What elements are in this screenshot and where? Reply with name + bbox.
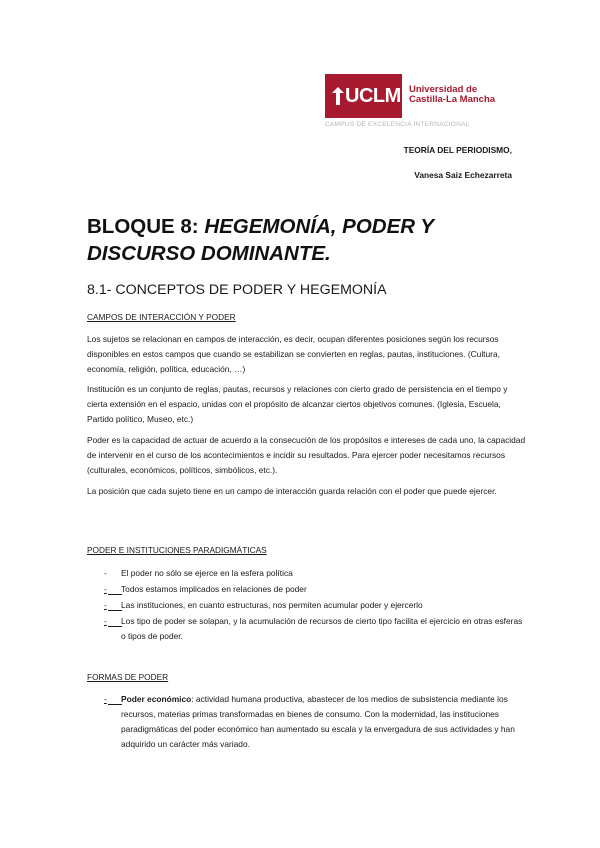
- list-item-text: : actividad humana productiva, abastecer de los medios de subsistencia mediante los recursos, materias primas transformadas en bienes de consumo. Con la modernidad, las instituciones paradigmáticas del poder económico han aumentado su escala y la envergadura de sus actividades y han adquirido un carácter más variado.: [121, 694, 515, 749]
- term-poder-economico: Poder económico: [121, 694, 192, 704]
- dash-bullet: -: [104, 598, 118, 613]
- list-item: [87, 614, 527, 644]
- dash-bullet: -: [104, 692, 118, 707]
- author-name: Vanesa Saiz Echezarreta: [414, 170, 512, 180]
- dash-bullet: -: [104, 582, 118, 597]
- paragraph: Institución es un conjunto de reglas, pautas, recursos y relaciones con cierto grado de persistencia en el tiempo y cierta extensión en el espacio, unidas con el propósito de alcanzar ciertos objetivos comunes. (Iglesia, Escuela, Partido político, Museo, etc.): [87, 384, 508, 424]
- paragraph: Los sujetos se relacionan en campos de interacción, es decir, ocupan diferentes posiciones según los recursos disponibles en estos campos que cuando se estabilizan se convierten en reglas, pautas, instituciones. (Cultura, economía, religión, política, educación, …): [87, 334, 500, 374]
- title-emphasis: HEGEMONÍA, PODER Y DISCURSO DOMINANTE.: [87, 215, 434, 265]
- logo-university-line1: Universidad de: [409, 84, 478, 95]
- list-item: [87, 598, 527, 613]
- list-item: [87, 566, 527, 581]
- section-heading-instituciones: PODER E INSTITUCIONES PARADIGMÁTICAS: [87, 545, 267, 555]
- list-item: [87, 582, 527, 597]
- logo-campus-tagline: CAMPUS DE EXCELENCIA INTERNACIONAL: [325, 121, 470, 128]
- list-item-text: Las instituciones, en cuanto estructuras, nos permiten acumular poder y ejercerlo: [121, 600, 423, 610]
- page-title: [87, 213, 527, 267]
- list-item-text: Los tipo de poder se solapan, y la acumulación de recursos de cierto tipo facilita el ejercicio en otras esferas o tipos de poder.: [121, 616, 523, 641]
- course-name: TEORÍA DEL PERIODISMO,: [403, 145, 512, 155]
- logo-brand: UCLM: [345, 85, 401, 107]
- paragraph: La posición que cada sujeto tiene en un campo de interacción guarda relación con el poder que puede ejercer.: [87, 486, 497, 496]
- paragraph: Poder es la capacidad de actuar de acuerdo a la consecución de los propósitos e intereses de cada uno, la capacidad de intervenir en el curso de los acontecimientos e incidir su resultados. Para ejercer poder necesitamos recursos (culturales, económicos, políticos, simbólicos, etc.).: [87, 435, 526, 475]
- title-prefix: BLOQUE 8:: [87, 215, 205, 238]
- section-heading-formas: FORMAS DE PODER: [87, 672, 169, 682]
- bullet-list-formas: [87, 692, 527, 753]
- dash-bullet: -: [104, 568, 107, 578]
- list-item: [87, 692, 527, 752]
- section-subtitle: 8.1- CONCEPTOS DE PODER Y HEGEMONÍA: [87, 282, 387, 298]
- list-item-text: Todos estamos implicados en relaciones de poder: [121, 584, 307, 594]
- university-logo: [325, 74, 495, 134]
- dash-bullet: -: [104, 614, 118, 629]
- logo-mark-icon: [331, 86, 345, 106]
- logo-university-line2: Castilla-La Mancha: [409, 94, 496, 105]
- logo-red-block: [325, 74, 402, 118]
- bullet-list-instituciones: [87, 566, 527, 645]
- section-heading-campos: CAMPOS DE INTERACCIÓN Y PODER: [87, 312, 236, 322]
- list-item-text: El poder no sólo se ejerce en la esfera política: [121, 568, 293, 578]
- logo-university-name: [409, 85, 499, 105]
